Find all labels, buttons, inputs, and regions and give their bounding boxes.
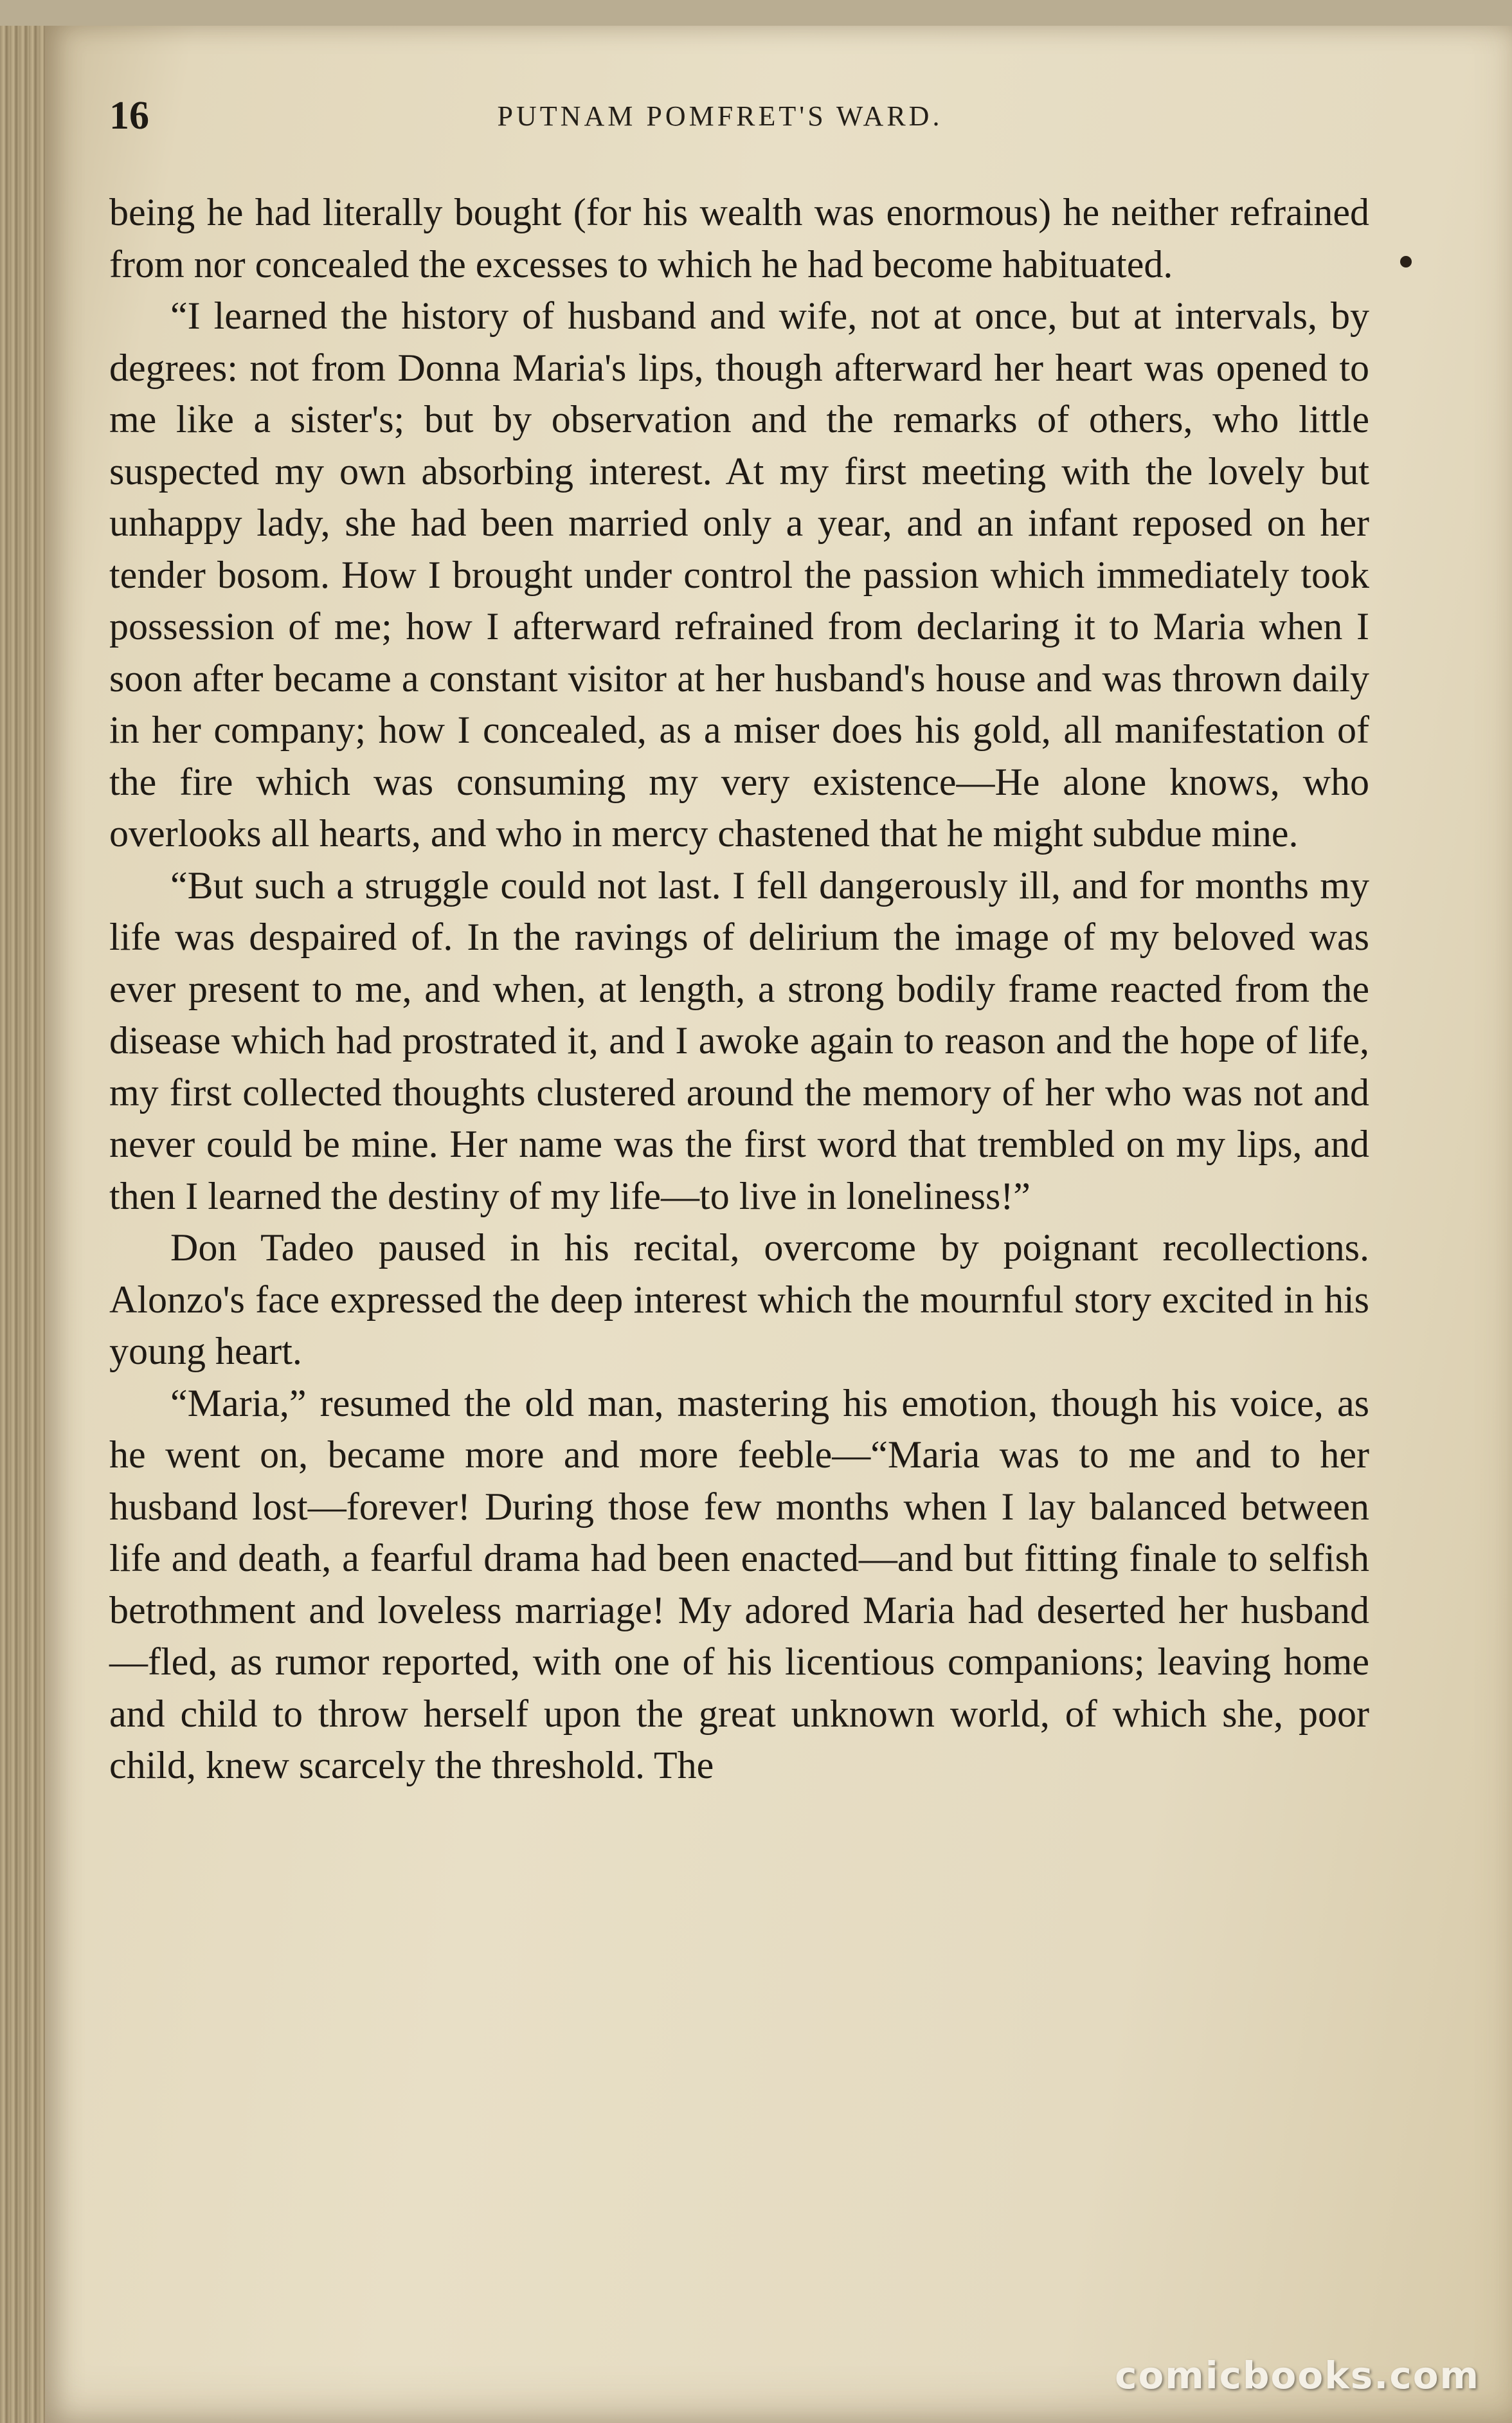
- running-title: PUTNAM POMFRET'S WARD.: [497, 100, 943, 132]
- ink-spot: [1400, 256, 1412, 268]
- body-text: [109, 186, 1369, 1792]
- paragraph-3: “But such a struggle could not last. I fell dangerously ill, and for months my life was despaired of. In the ravings of delirium the image of my beloved was ever present to me, and when, at length, a strong bodily frame reacted from the disease which had prostrated it, and I awoke again to reason and the hope of life, my first collected thoughts clustered around the memory of her who was not and never could be mine. Her name was the first word that trembled on my lips, and then I learned the destiny of my life—to live in loneliness!”: [109, 864, 1369, 1217]
- page-edge: [0, 26, 45, 2423]
- page-header: [64, 93, 1376, 158]
- paragraph-1: being he had literally bought (for his wealth was enormous) he neither refrained from nor concealed the excesses to which he had become habituated.: [109, 191, 1369, 286]
- paragraph-4: Don Tadeo paused in his recital, overcome by poignant recollections. Alonzo's face expressed the deep interest which the mournful story excited in his young heart.: [109, 1226, 1369, 1372]
- paragraph-2: “I learned the history of husband and wife, not at once, but at intervals, by degrees: not from Donna Maria's lips, though afterward her heart was opened to me like a sister's; but by observation and the remarks of others, who little suspected my own absorbing interest. At my first meeting with the lovely but unhappy lady, she had been married only a year, and an infant reposed on her tender bosom. How I brought under control the passion which immediately took possession of me; how I afterward refrained from declaring it to Maria when I soon after became a constant visitor at her husband's house and was thrown daily in her company; how I concealed, as a miser does his gold, all manifestation of the fire which was consuming my very existence—He alone knows, who overlooks all hearts, and who in mercy chastened that he might subdue mine.: [109, 295, 1369, 855]
- page-number: 16: [109, 94, 149, 138]
- paragraph-5: “Maria,” resumed the old man, mastering his emotion, though his voice, as he went on, became more and more feeble—“Maria was to me and to her husband lost—forever! During those few months when I lay balanced between life and death, a fearful drama had been enacted—and but fitting finale to selfish betrothment and loveless marriage! My adored Maria had deserted her husband—fled, as rumor reported, with one of his licentious companions; leaving home and child to throw herself upon the great unknown world, of which she, poor child, knew scarcely the threshold. The: [109, 1381, 1369, 1786]
- watermark: comicbooks.com: [1115, 2354, 1480, 2397]
